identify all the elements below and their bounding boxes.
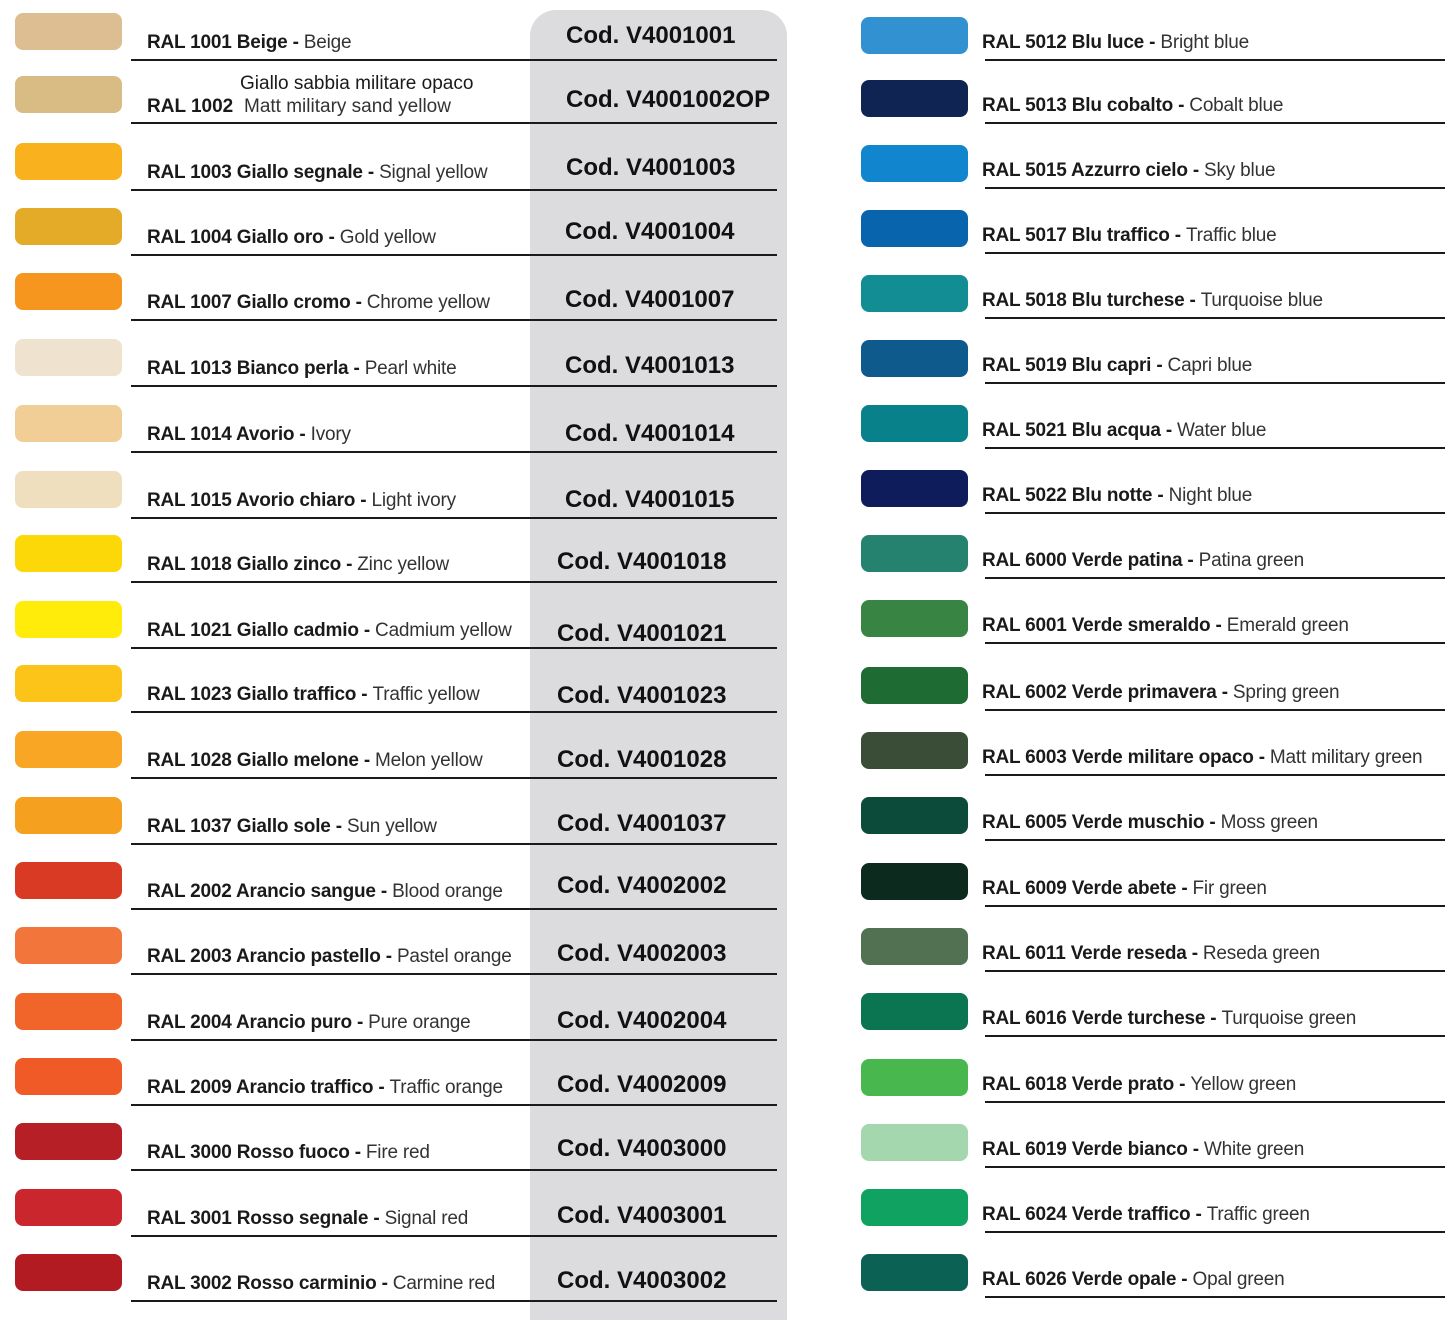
color-name: Verde muschio — [1071, 812, 1205, 833]
ral-number: RAL 5013 — [982, 95, 1067, 116]
dash-separator: - — [355, 490, 372, 511]
color-name: Blu cobalto — [1071, 95, 1173, 116]
color-row — [0, 128, 1445, 193]
ral-number: RAL 2003 — [147, 946, 232, 967]
product-code: Cod. V4001004 — [565, 218, 735, 245]
color-label — [982, 485, 1252, 507]
product-code: Cod. V4001003 — [566, 154, 736, 181]
color-swatch — [861, 80, 968, 117]
color-label — [982, 420, 1266, 442]
dash-separator: - — [340, 554, 358, 575]
dash-separator: - — [1190, 1204, 1207, 1225]
color-name: Blu traffico — [1071, 225, 1170, 246]
color-swatch — [861, 600, 968, 637]
color-name: Giallo oro — [236, 227, 324, 248]
color-row — [0, 846, 1445, 911]
english-name: Sky blue — [1204, 160, 1276, 181]
color-name: Blu notte — [1071, 485, 1153, 506]
english-name: Moss green — [1220, 812, 1318, 833]
color-row — [0, 258, 1445, 323]
row-divider — [985, 1166, 1445, 1168]
ral-number: RAL 6000 — [982, 550, 1067, 571]
english-name: Patina green — [1198, 550, 1304, 571]
color-row — [0, 0, 1445, 65]
color-swatch — [861, 340, 968, 377]
color-swatch — [861, 470, 968, 507]
dash-separator: - — [1187, 1139, 1204, 1160]
product-code: Cod. V4001037 — [557, 810, 727, 837]
ral-number: RAL 3002 — [147, 1273, 232, 1294]
ral-number: RAL 3001 — [147, 1208, 232, 1229]
color-swatch — [861, 928, 968, 965]
english-name: Blood orange — [392, 881, 503, 902]
product-code: Cod. V4001002OP — [566, 86, 771, 113]
color-row — [0, 1107, 1445, 1172]
dash-separator: - — [1174, 1074, 1191, 1095]
dash-separator: - — [1253, 747, 1270, 768]
ral-number: RAL 6005 — [982, 812, 1067, 833]
ral-number: RAL 1001 — [147, 32, 232, 53]
product-code: Cod. V4001028 — [557, 746, 727, 773]
color-label — [982, 1139, 1304, 1161]
color-label — [982, 95, 1283, 117]
row-divider — [985, 59, 1445, 61]
product-code: Cod. V4002002 — [557, 872, 727, 899]
dash-separator: - — [323, 227, 340, 248]
product-code: Cod. V4001015 — [565, 486, 735, 513]
color-swatch — [861, 275, 968, 312]
dash-separator: - — [362, 162, 380, 183]
english-name: Cobalt blue — [1189, 95, 1284, 116]
product-code: Cod. V4001013 — [565, 352, 735, 379]
color-swatch — [861, 145, 968, 182]
row-divider — [985, 382, 1445, 384]
color-name: Giallo sabbia militare opaco — [240, 73, 474, 94]
dash-separator: - — [1176, 1269, 1193, 1290]
color-row — [0, 1042, 1445, 1107]
english-name: Gold yellow — [339, 227, 436, 248]
ral-number: RAL 5015 — [982, 160, 1067, 181]
color-name: Giallo segnale — [236, 162, 363, 183]
dash-separator: - — [1152, 485, 1169, 506]
english-name: Matt military green — [1269, 747, 1423, 768]
color-swatch — [861, 535, 968, 572]
color-name: Verde patina — [1071, 550, 1183, 571]
ral-number: RAL 5018 — [982, 290, 1067, 311]
ral-number: RAL 5021 — [982, 420, 1067, 441]
color-swatch — [861, 1189, 968, 1226]
english-name: Bright blue — [1160, 32, 1249, 53]
dash-separator: - — [349, 1142, 366, 1163]
color-swatch — [861, 732, 968, 769]
color-name: Arancio pastello — [236, 946, 381, 967]
product-code: Cod. V4001001 — [566, 22, 736, 49]
dash-separator: - — [376, 1273, 393, 1294]
ral-number: RAL 1021 — [147, 620, 232, 641]
dash-separator: - — [1151, 355, 1168, 376]
color-name: Verde smeraldo — [1071, 615, 1211, 636]
color-label — [982, 615, 1349, 637]
row-divider — [985, 839, 1445, 841]
color-name: Avorio chiaro — [236, 490, 356, 511]
dash-separator: - — [1205, 1008, 1222, 1029]
ral-number: RAL 6009 — [982, 878, 1067, 899]
row-divider — [985, 512, 1445, 514]
ral-number: RAL 2004 — [147, 1012, 232, 1033]
color-row — [0, 1172, 1445, 1237]
color-name: Arancio traffico — [236, 1077, 374, 1098]
english-name: Traffic orange — [389, 1077, 503, 1098]
english-name: Traffic green — [1206, 1204, 1310, 1225]
ral-number: RAL 6019 — [982, 1139, 1067, 1160]
color-label — [982, 550, 1304, 572]
ral-number: RAL 1004 — [147, 227, 232, 248]
ral-number: RAL 2002 — [147, 881, 232, 902]
dash-separator: - — [358, 620, 376, 641]
ral-number: RAL 6026 — [982, 1269, 1067, 1290]
color-name: Verde prato — [1071, 1074, 1175, 1095]
color-label — [982, 355, 1252, 377]
row-divider — [985, 1101, 1445, 1103]
color-label — [982, 682, 1339, 704]
row-divider — [985, 447, 1445, 449]
row-divider — [985, 970, 1445, 972]
color-row — [0, 911, 1445, 976]
english-name: Carmine red — [392, 1273, 496, 1294]
dash-separator: - — [1182, 550, 1199, 571]
ral-number: RAL 5022 — [982, 485, 1067, 506]
dash-separator: - — [1216, 682, 1233, 703]
dash-separator: - — [1187, 160, 1205, 181]
english-name: Spring green — [1232, 682, 1340, 703]
product-code: Cod. V4001021 — [557, 620, 727, 647]
color-label — [982, 160, 1275, 182]
product-code: Cod. V4001018 — [557, 548, 727, 575]
dash-separator: - — [356, 684, 373, 705]
english-name: Beige — [303, 32, 352, 53]
ral-number: RAL 1028 — [147, 750, 232, 771]
color-label — [982, 225, 1276, 247]
color-name: Azzurro cielo — [1071, 160, 1188, 181]
dash-separator: - — [368, 1208, 385, 1229]
row-divider — [985, 122, 1445, 124]
ral-number: RAL 1037 — [147, 816, 232, 837]
dash-separator: - — [348, 358, 365, 379]
color-name: Verde militare opaco — [1071, 747, 1254, 768]
product-code: Cod. V4001014 — [565, 420, 735, 447]
ral-number: RAL 6024 — [982, 1204, 1067, 1225]
ral-number: RAL 1013 — [147, 358, 232, 379]
color-name: Avorio — [236, 424, 295, 445]
english-name: Pearl white — [364, 358, 457, 379]
color-name: Arancio sangue — [236, 881, 376, 902]
color-name: Verde opale — [1071, 1269, 1177, 1290]
color-name: Beige — [236, 32, 288, 53]
row-divider — [985, 1231, 1445, 1233]
color-row — [0, 780, 1445, 845]
english-name: Ivory — [310, 424, 351, 445]
ral-number: RAL 6001 — [982, 615, 1067, 636]
ral-number: RAL 1007 — [147, 292, 232, 313]
color-label — [982, 747, 1422, 769]
color-name: Giallo sole — [236, 816, 331, 837]
english-name: Emerald green — [1226, 615, 1349, 636]
dash-separator: - — [350, 292, 367, 313]
product-code: Cod. V4003002 — [557, 1267, 727, 1294]
product-code: Cod. V4001023 — [557, 682, 727, 709]
color-name: Giallo cadmio — [236, 620, 359, 641]
english-name: Pastel orange — [396, 946, 512, 967]
english-name: Cadmium yellow — [375, 620, 512, 641]
color-name: Arancio puro — [236, 1012, 352, 1033]
dash-separator: - — [287, 32, 304, 53]
color-label — [982, 32, 1249, 54]
color-label — [982, 1074, 1296, 1096]
ral-number: RAL 6011 — [982, 943, 1066, 964]
color-name: Giallo cromo — [236, 292, 351, 313]
dash-separator: - — [294, 424, 311, 445]
color-swatch — [861, 1254, 968, 1291]
product-code: Cod. V4002009 — [557, 1071, 727, 1098]
dash-separator: - — [1176, 878, 1193, 899]
color-name: Giallo zinco — [236, 554, 341, 575]
color-label — [982, 1008, 1356, 1030]
product-code: Cod. V4001007 — [565, 286, 735, 313]
color-name: Giallo melone — [236, 750, 359, 771]
english-name: Capri blue — [1167, 355, 1253, 376]
color-name: Blu turchese — [1071, 290, 1185, 311]
color-name: Blu acqua — [1071, 420, 1161, 441]
color-row — [0, 583, 1445, 648]
color-name: Rosso fuoco — [236, 1142, 350, 1163]
product-code: Cod. V4003000 — [557, 1135, 727, 1162]
dash-separator: - — [1186, 943, 1203, 964]
color-name: Verde bianco — [1071, 1139, 1188, 1160]
color-swatch — [861, 210, 968, 247]
ral-number: RAL 1015 — [147, 490, 232, 511]
color-swatch — [861, 863, 968, 900]
english-name: Signal yellow — [379, 162, 488, 183]
color-swatch — [861, 17, 968, 54]
color-swatch — [861, 993, 968, 1030]
english-name: Chrome yellow — [366, 292, 490, 313]
ral-number: RAL 6016 — [982, 1008, 1067, 1029]
dash-separator: - — [1173, 95, 1190, 116]
row-divider — [985, 774, 1445, 776]
dash-separator: - — [351, 1012, 369, 1033]
color-name: Verde turchese — [1071, 1008, 1206, 1029]
color-label — [982, 1204, 1310, 1226]
dash-separator: - — [375, 881, 393, 902]
color-label — [982, 812, 1318, 834]
color-swatch — [861, 405, 968, 442]
ral-number: RAL 2009 — [147, 1077, 232, 1098]
dash-separator: - — [1184, 290, 1201, 311]
color-swatch — [861, 797, 968, 834]
row-divider — [985, 187, 1445, 189]
color-name: Rosso segnale — [236, 1208, 369, 1229]
english-name: White green — [1203, 1139, 1305, 1160]
dash-separator: - — [1160, 420, 1178, 441]
color-name: Blu luce — [1071, 32, 1145, 53]
color-row — [0, 323, 1445, 388]
color-swatch — [861, 1059, 968, 1096]
row-divider — [985, 1035, 1445, 1037]
english-name: Signal red — [384, 1208, 469, 1229]
ral-number: RAL 1018 — [147, 554, 232, 575]
color-label — [982, 878, 1267, 900]
color-name: Verde abete — [1071, 878, 1177, 899]
english-name: Night blue — [1168, 485, 1253, 506]
product-code: Cod. V4002003 — [557, 940, 727, 967]
english-name: Yellow green — [1190, 1074, 1297, 1095]
row-divider — [985, 317, 1445, 319]
english-name: Traffic blue — [1185, 225, 1277, 246]
row-divider — [985, 252, 1445, 254]
row-divider — [985, 577, 1445, 579]
ral-number: RAL 6002 — [982, 682, 1067, 703]
product-code: Cod. V4002004 — [557, 1007, 727, 1034]
row-divider — [985, 1296, 1445, 1298]
color-name: Verde reseda — [1070, 943, 1187, 964]
color-label — [982, 1269, 1285, 1291]
dash-separator: - — [1204, 812, 1221, 833]
english-name: Turquoise blue — [1200, 290, 1323, 311]
color-name: Rosso carminio — [236, 1273, 377, 1294]
dash-separator: - — [1210, 615, 1227, 636]
ral-number: RAL 1002 — [147, 96, 234, 117]
ral-number: RAL 5012 — [982, 32, 1067, 53]
dash-separator: - — [1169, 225, 1186, 246]
english-name: Sun yellow — [346, 816, 437, 837]
ral-number: RAL 6018 — [982, 1074, 1067, 1095]
color-row — [0, 388, 1445, 453]
ral-number: RAL 5017 — [982, 225, 1067, 246]
color-name: Blu capri — [1071, 355, 1152, 376]
english-name: Light ivory — [371, 490, 456, 511]
color-row — [0, 1237, 1445, 1302]
english-name: Pure orange — [368, 1012, 471, 1033]
color-name: Giallo traffico — [236, 684, 357, 705]
english-name: Turquoise green — [1221, 1008, 1357, 1029]
color-name: Verde primavera — [1071, 682, 1217, 703]
english-name: Traffic yellow — [372, 684, 480, 705]
color-row — [0, 976, 1445, 1041]
color-row — [0, 453, 1445, 518]
english-name: Zinc yellow — [357, 554, 450, 575]
dash-separator: - — [380, 946, 397, 967]
english-name: Water blue — [1177, 420, 1267, 441]
row-divider — [985, 709, 1445, 711]
product-code: Cod. V4003001 — [557, 1202, 727, 1229]
ral-number: RAL 3000 — [147, 1142, 232, 1163]
ral-number: RAL 1014 — [147, 424, 232, 445]
english-name: Reseda green — [1202, 943, 1320, 964]
dash-separator: - — [330, 816, 347, 837]
color-swatch — [861, 1124, 968, 1161]
english-name: Melon yellow — [375, 750, 483, 771]
color-row — [0, 650, 1445, 715]
dash-separator: - — [373, 1077, 390, 1098]
color-label — [982, 943, 1320, 965]
color-row — [0, 63, 1445, 128]
color-label — [982, 290, 1323, 312]
english-name: Opal green — [1192, 1269, 1285, 1290]
row-divider — [985, 905, 1445, 907]
ral-number: RAL 6003 — [982, 747, 1067, 768]
english-name: Fire red — [365, 1142, 430, 1163]
ral-number: RAL 5019 — [982, 355, 1067, 376]
english-name: Fir green — [1192, 878, 1267, 899]
english-name: Matt military sand yellow — [244, 96, 451, 117]
color-row — [0, 193, 1445, 258]
dash-separator: - — [358, 750, 376, 771]
color-swatch — [861, 667, 968, 704]
ral-number: RAL 1023 — [147, 684, 232, 705]
color-name: Verde traffico — [1071, 1204, 1191, 1225]
color-row — [0, 715, 1445, 780]
ral-number: RAL 1003 — [147, 162, 232, 183]
dash-separator: - — [1144, 32, 1161, 53]
color-name: Bianco perla — [236, 358, 349, 379]
row-divider — [985, 642, 1445, 644]
color-row — [0, 518, 1445, 583]
